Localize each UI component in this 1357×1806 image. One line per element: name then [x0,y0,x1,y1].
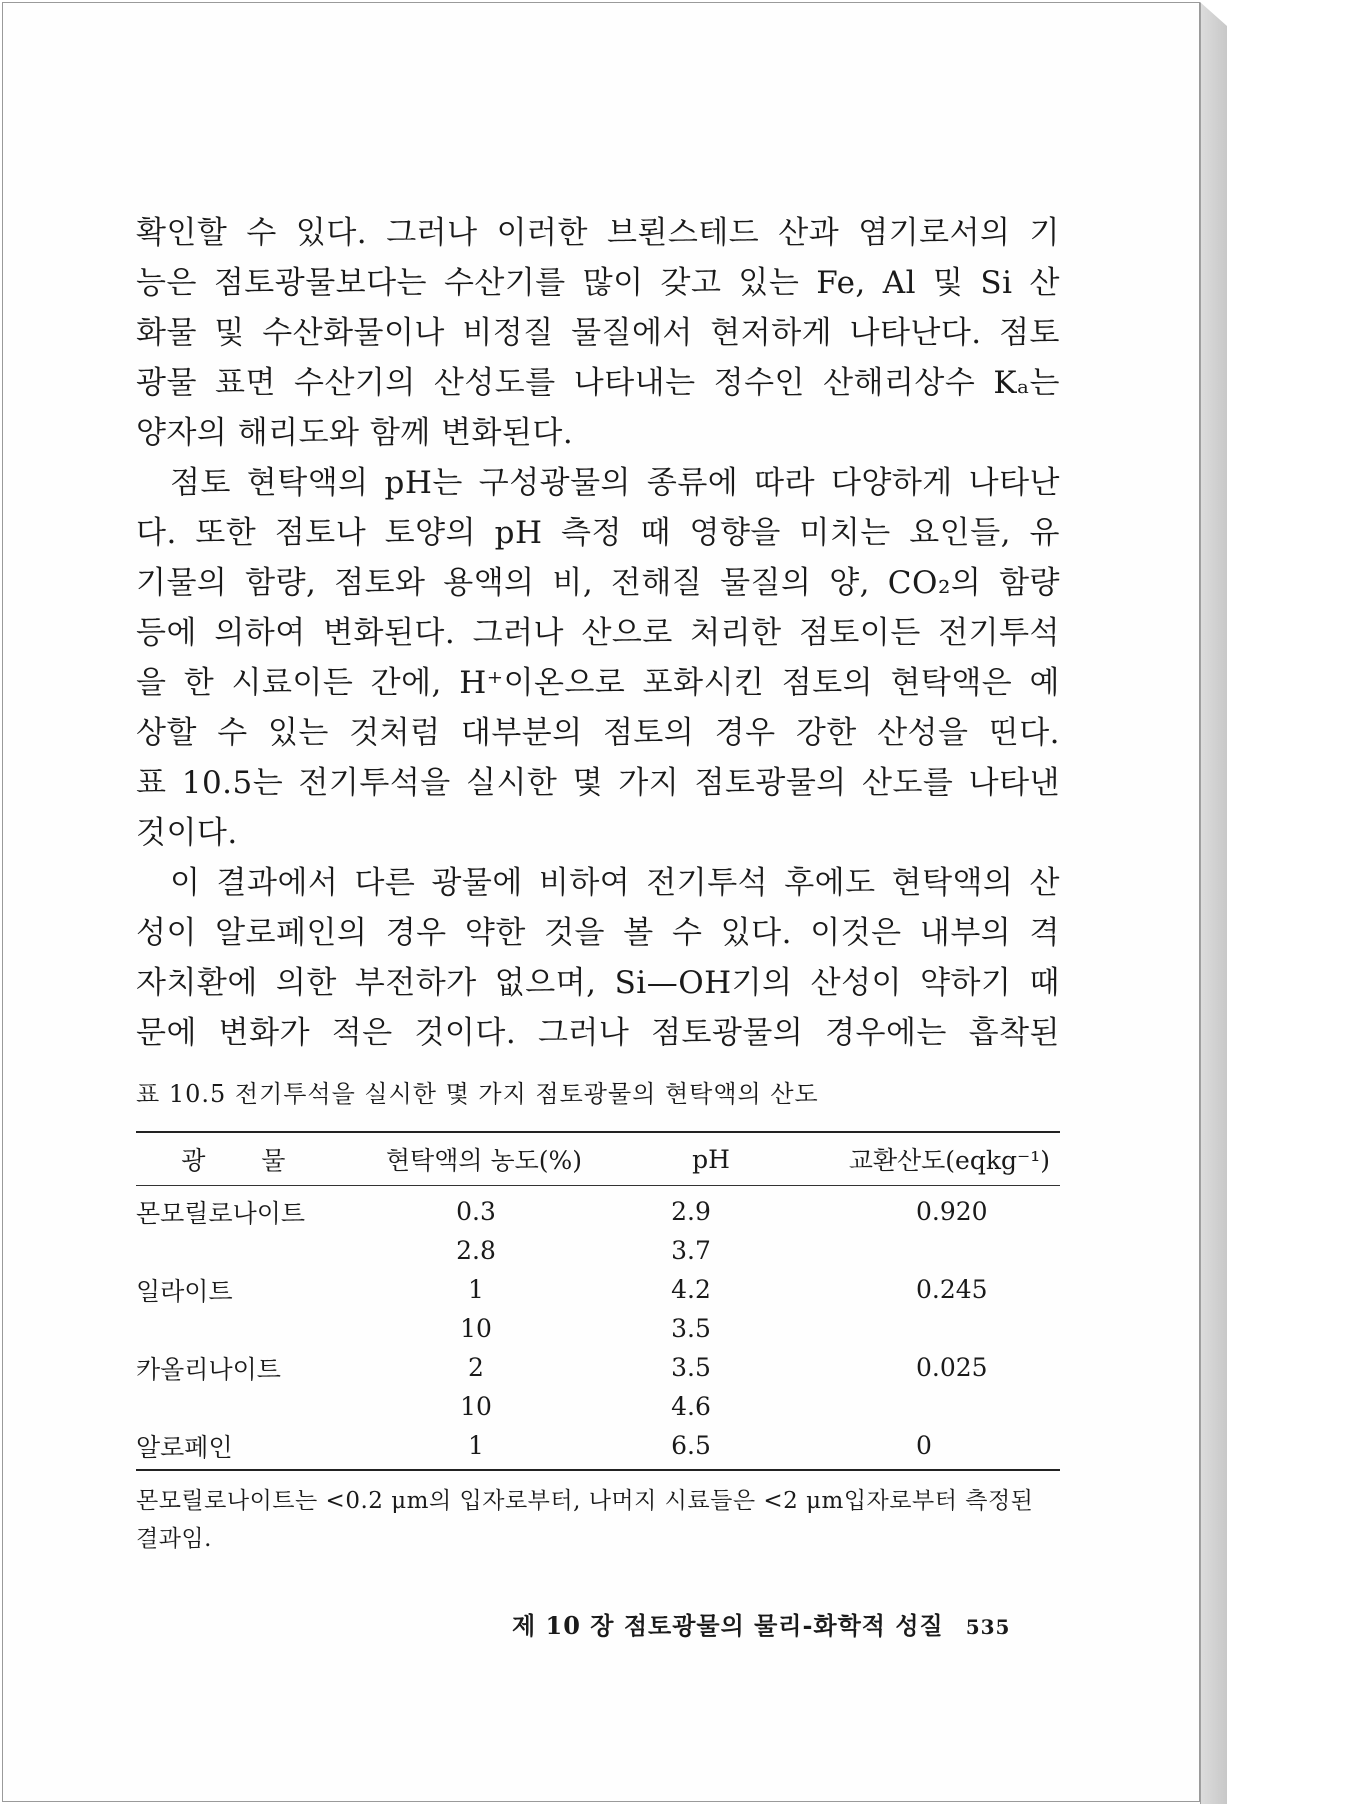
table-row [136,1309,1060,1348]
cell-concentration [346,1236,556,1265]
text-line: 표 10.5는 전기투석을 실시한 몇 가지 점토광물의 산도를 나타낸 [136,765,1060,801]
text-line: 을 한 시료이든 간에, H⁺이온으로 포화시킨 점토의 현탁액은 예 [136,665,1060,701]
cell-concentration [346,1197,556,1226]
cell-value: 10 [460,1392,492,1421]
table-body [136,1186,1060,1469]
table-row [136,1348,1060,1387]
header-mineral: 광 물 [181,1146,310,1175]
cell-ph: 4.6 [671,1392,711,1421]
cell-value: 0.3 [456,1197,496,1226]
header-exchange-acidity: 교환산도(eqkg⁻¹) [848,1146,1050,1175]
cell-exchange-acidity [826,1275,1060,1304]
cell-value: 0.245 [916,1275,988,1304]
text-line: 점토 현탁액의 pH는 구성광물의 종류에 따라 다양하게 나타난 [170,465,1060,501]
paragraph-2 [136,458,1060,858]
text-line: 능은 점토광물보다는 수산기를 많이 갖고 있는 Fe, Al 및 Si 산 [136,265,1060,301]
table-row [136,1270,1060,1309]
table-row [136,1426,1060,1465]
cell-ph: 6.5 [671,1431,711,1460]
cell-value: 2.8 [456,1236,496,1265]
cell-value: 1 [468,1275,484,1304]
text-line: 문에 변화가 적은 것이다. 그러나 점토광물의 경우에는 흡착된 [136,1015,1060,1051]
text-line: 다. 또한 점토나 토양의 pH 측정 때 영향을 미치는 요인들, 유 [136,515,1060,551]
page-number: 535 [965,1615,1011,1639]
cell-concentration [346,1353,556,1382]
cell-exchange-acidity [826,1431,1060,1460]
text-line: 상할 수 있는 것처럼 대부분의 점토의 경우 강한 산성을 띤다. [136,715,1060,751]
table-footnote: 몬모릴로나이트는 <0.2 μm의 입자로부터, 나머지 시료들은 <2 μm입자로부터 측정된 결과임. [136,1488,1034,1552]
cell-value: 10 [460,1314,492,1343]
cell-ph: 3.5 [671,1353,711,1382]
chapter-title: 제 10 장 점토광물의 물리-화학적 성질 [512,1611,944,1640]
text-line: 성이 알로페인의 경우 약한 것을 볼 수 있다. 이것은 내부의 격 [136,915,1060,951]
cell-exchange-acidity [826,1314,1060,1343]
cell-ph: 3.5 [671,1314,711,1343]
table-row [136,1192,1060,1231]
table-row [136,1231,1060,1270]
header-ph: pH [692,1144,730,1174]
paragraph-1 [136,208,1060,458]
text-line: 양자의 해리도와 함께 변화된다. [136,415,574,451]
cell-concentration [346,1314,556,1343]
body-text [136,208,1060,1058]
text-line: 화물 및 수산화물이나 비정질 물질에서 현저하게 나타난다. 점토 [136,315,1060,351]
cell-exchange-acidity [826,1197,1060,1226]
cell-ph: 4.2 [671,1275,711,1304]
cell-concentration [346,1431,556,1460]
text-line: 기물의 함량, 점토와 용액의 비, 전해질 물질의 양, CO₂의 함량 [136,565,1060,601]
cell-value: 0.920 [916,1197,988,1226]
cell-value: 0.025 [916,1353,988,1382]
text-line: 확인할 수 있다. 그러나 이러한 브뢴스테드 산과 염기로서의 기 [136,215,1060,251]
cell-mineral: 카올리나이트 [136,1354,281,1384]
header-concentration: 현탁액의 농도(%) [385,1146,583,1175]
cell-value: 2 [468,1353,484,1382]
cell-value: 0 [916,1431,932,1460]
cell-value: 1 [468,1431,484,1460]
table-row [136,1387,1060,1426]
page-stack-edge [1200,2,1227,1804]
cell-concentration [346,1275,556,1304]
text-line: 이 결과에서 다른 광물에 비하여 전기투석 후에도 현탁액의 산 [170,865,1060,901]
text-line: 것이다. [136,815,238,851]
running-footer [512,1606,1010,1641]
cell-exchange-acidity [826,1236,1060,1265]
cell-mineral: 알로페인 [136,1432,233,1462]
acidity-table [136,1131,1060,1471]
cell-concentration [346,1392,556,1421]
cell-ph: 2.9 [671,1197,711,1226]
paragraph-3 [136,858,1060,1058]
table-caption: 표 10.5 전기투석을 실시한 몇 가지 점토광물의 현탁액의 산도 [136,1080,819,1108]
cell-exchange-acidity [826,1392,1060,1421]
cell-mineral: 몬모릴로나이트 [136,1198,306,1228]
cell-ph: 3.7 [671,1236,711,1265]
text-line: 광물 표면 수산기의 산성도를 나타내는 정수인 산해리상수 Kₐ는 [136,365,1060,401]
text-line: 등에 의하여 변화된다. 그러나 산으로 처리한 점토이든 전기투석 [136,615,1060,651]
cell-exchange-acidity [826,1353,1060,1382]
table-header [136,1133,1060,1186]
cell-mineral: 일라이트 [136,1276,233,1306]
text-line: 자치환에 의한 부전하가 없으며, Si—OH기의 산성이 약하기 때 [136,965,1060,1001]
